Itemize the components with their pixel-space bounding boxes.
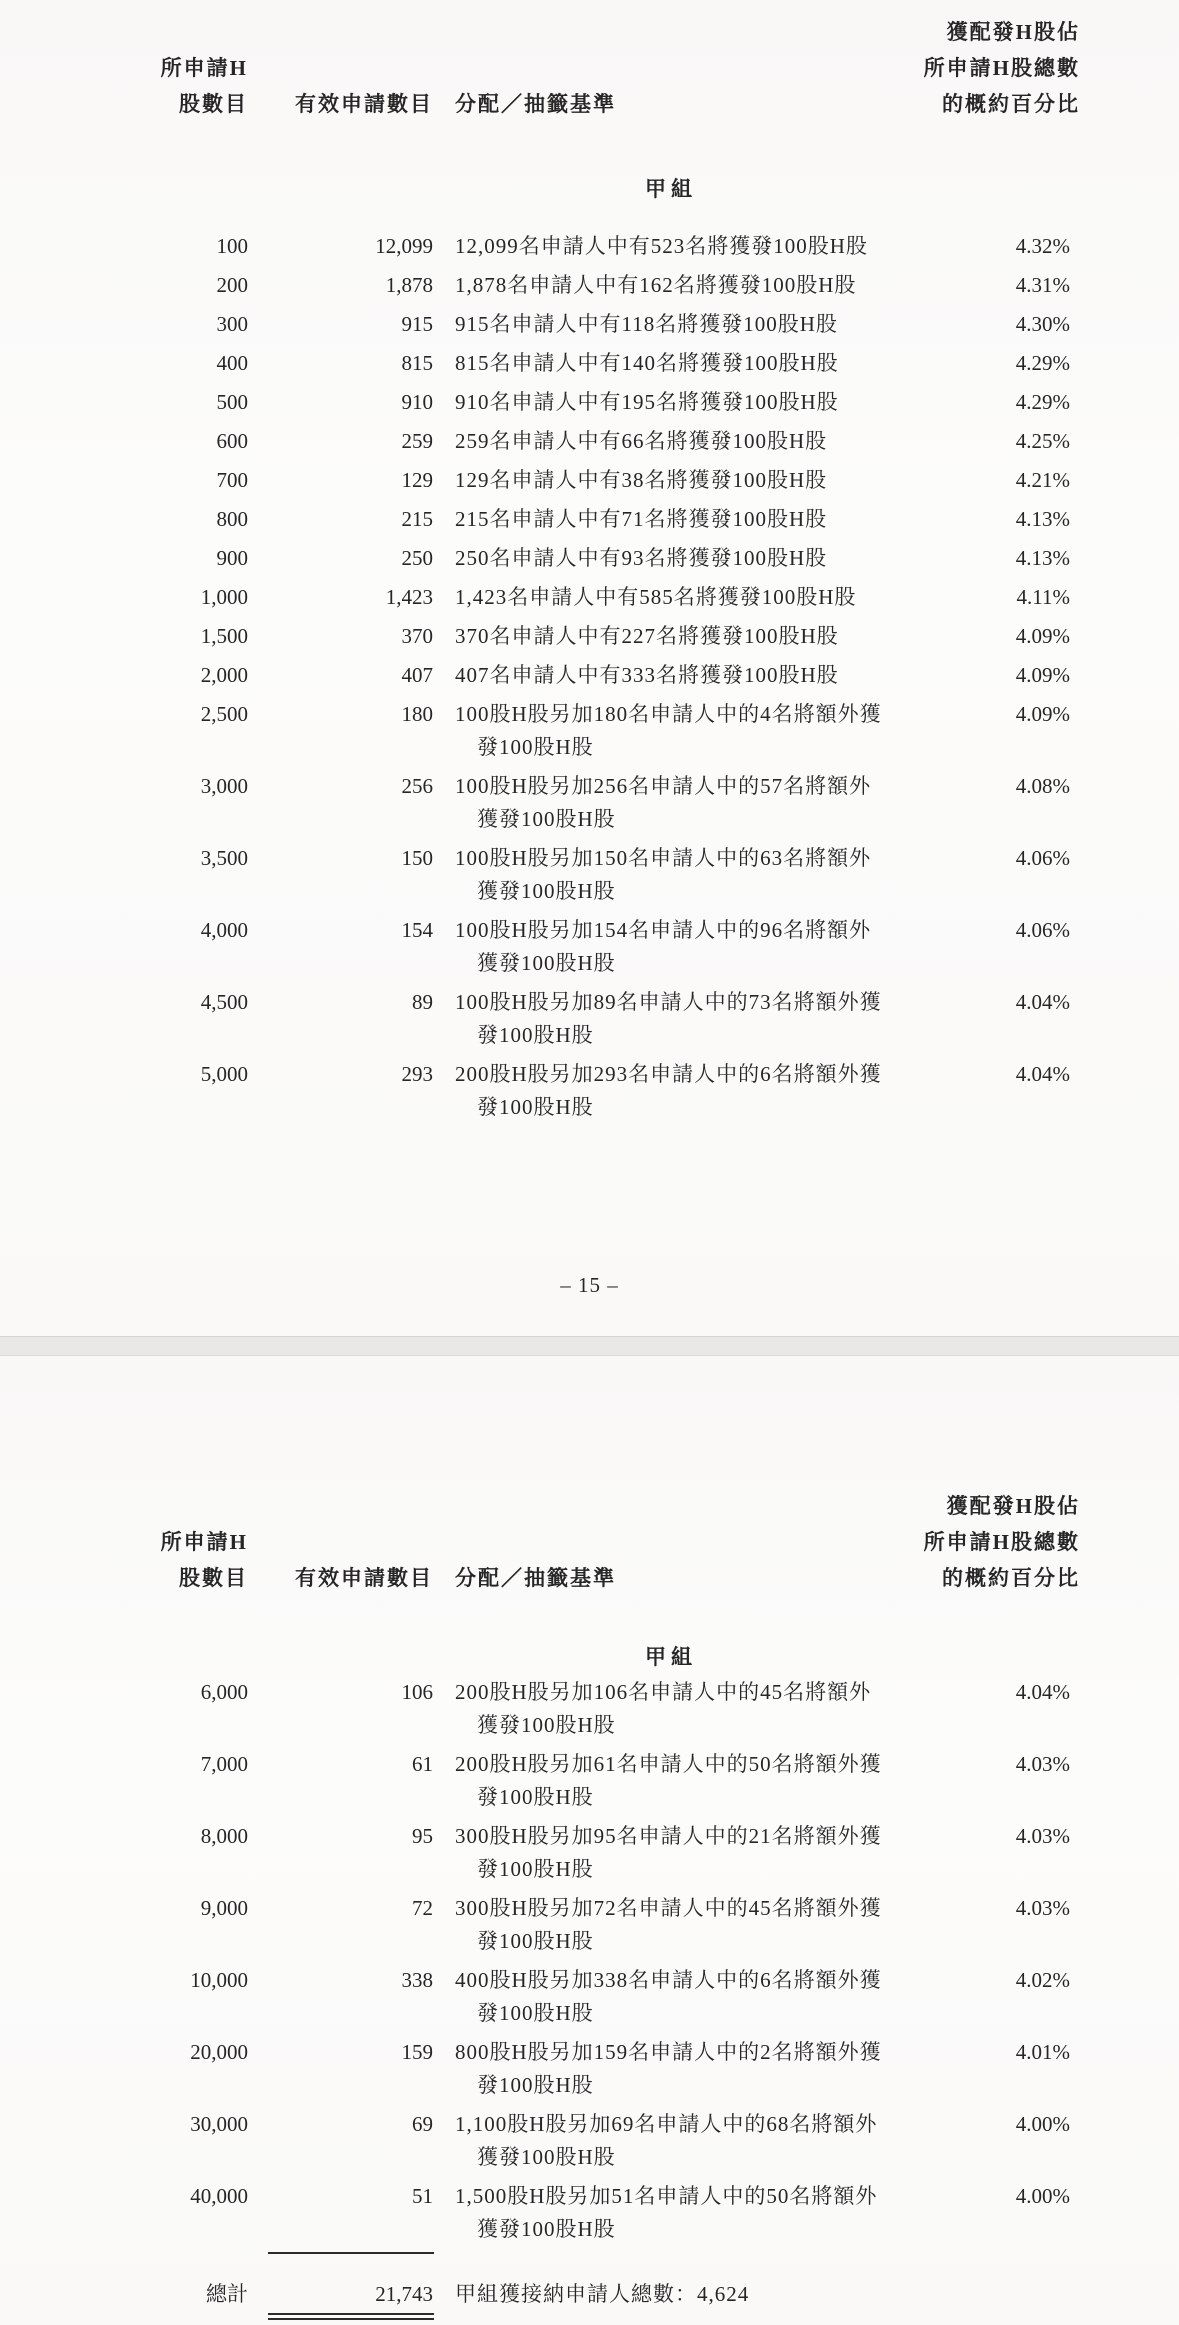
cell-valid-applications: 910 (401, 390, 433, 414)
header-col-shares (99, 1524, 248, 1596)
total-label: 總計 (206, 2282, 248, 2306)
allocation-basis-line: 300股H股另加72名申請人中的45名將額外獲 (455, 1896, 882, 1920)
cell-percentage: 4.29% (1015, 390, 1070, 414)
total-applications: 21,743 (375, 2282, 433, 2306)
cell-percentage: 4.03% (1015, 1896, 1070, 1920)
cell-allocation-basis (433, 1820, 899, 1886)
cell-percentage: 4.02% (1015, 1968, 1070, 1992)
allocation-basis-line: 129名申請人中有38名將獲發100股H股 (455, 468, 828, 492)
cell-valid-applications: 180 (401, 702, 433, 726)
table-row (99, 1748, 1080, 1814)
allocation-basis-line: 發100股H股 (477, 2073, 594, 2097)
cell-valid-applications: 1,423 (385, 585, 433, 609)
allocation-basis-line: 100股H股另加154名申請人中的96名將額外 (455, 918, 872, 942)
cell-allocation-basis (433, 842, 899, 908)
allocation-basis-line: 獲發100股H股 (477, 2145, 616, 2169)
cell-allocation-basis (433, 1058, 899, 1124)
cell-valid-applications: 250 (401, 546, 433, 570)
table-row (99, 1964, 1080, 2030)
header-col-shares-line1: 所申請H (160, 1530, 248, 1554)
allocation-basis-line: 370名申請人中有227名將獲發100股H股 (455, 624, 839, 648)
cell-percentage: 4.04% (1015, 1680, 1070, 1704)
table-row (99, 347, 1080, 380)
total-rule (268, 2252, 434, 2254)
cell-allocation-basis (433, 1676, 899, 1742)
cell-valid-applications: 129 (401, 468, 433, 492)
cell-valid-applications: 106 (401, 1680, 433, 1704)
cell-shares-applied: 8,000 (200, 1824, 248, 1848)
cell-allocation-basis (433, 986, 899, 1052)
allocation-basis-line: 發100股H股 (477, 1785, 594, 1809)
cell-valid-applications: 407 (401, 663, 433, 687)
cell-valid-applications: 915 (401, 312, 433, 336)
page-number: – 15 – (560, 1273, 619, 1297)
cell-shares-applied: 700 (216, 468, 248, 492)
cell-valid-applications: 51 (412, 2184, 433, 2208)
header-col-shares (99, 50, 248, 122)
cell-percentage: 4.32% (1015, 234, 1070, 258)
cell-shares-applied: 10,000 (190, 1968, 248, 1992)
allocation-basis-line: 100股H股另加256名申請人中的57名將額外 (455, 774, 872, 798)
header-col-percentage-line1: 獲配發H股佔 (946, 1494, 1080, 1518)
cell-percentage: 4.04% (1015, 1062, 1070, 1086)
cell-valid-applications: 1,878 (385, 273, 433, 297)
table-row (99, 308, 1080, 341)
cell-percentage: 4.03% (1015, 1824, 1070, 1848)
table-row (99, 542, 1080, 575)
cell-valid-applications: 154 (401, 918, 433, 942)
allocation-basis-line: 800股H股另加159名申請人中的2名將額外獲 (455, 2040, 882, 2064)
page-separator (0, 1337, 1179, 1356)
cell-valid-applications: 815 (401, 351, 433, 375)
allocation-basis-line: 獲發100股H股 (477, 807, 616, 831)
allocation-basis-line: 獲發100股H股 (477, 951, 616, 975)
cell-valid-applications: 12,099 (375, 234, 433, 258)
allocation-basis-line: 200股H股另加61名申請人中的50名將額外獲 (455, 1752, 882, 1776)
cell-percentage: 4.03% (1015, 1752, 1070, 1776)
table-row (99, 914, 1080, 980)
cell-shares-applied: 500 (216, 390, 248, 414)
cell-shares-applied: 900 (216, 546, 248, 570)
cell-shares-applied: 3,000 (200, 774, 248, 798)
total-note: 甲組獲接納申請人總數：4,624 (455, 2282, 750, 2306)
cell-allocation-basis (433, 464, 899, 497)
cell-percentage: 4.00% (1015, 2184, 1070, 2208)
table-row (99, 1820, 1080, 1886)
total-double-rule (268, 2313, 434, 2320)
cell-percentage: 4.01% (1015, 2040, 1070, 2064)
cell-shares-applied: 400 (216, 351, 248, 375)
cell-allocation-basis (433, 386, 899, 419)
header-col-percentage-line3: 的概約百分比 (942, 1566, 1080, 1590)
table-row (99, 842, 1080, 908)
header-col-basis: 分配／抽籤基準 (455, 92, 616, 116)
allocation-basis-line: 400股H股另加338名申請人中的6名將額外獲 (455, 1968, 882, 1992)
cell-percentage: 4.08% (1015, 774, 1070, 798)
table-row (99, 770, 1080, 836)
cell-shares-applied: 800 (216, 507, 248, 531)
table-row (99, 269, 1080, 302)
cell-shares-applied: 600 (216, 429, 248, 453)
cell-shares-applied: 3,500 (200, 846, 248, 870)
cell-allocation-basis (433, 698, 899, 764)
cell-percentage: 4.21% (1015, 468, 1070, 492)
table-row (99, 986, 1080, 1052)
cell-shares-applied: 40,000 (190, 2184, 248, 2208)
cell-allocation-basis (433, 347, 899, 380)
allocation-basis-line: 1,878名申請人中有162名將獲發100股H股 (455, 273, 857, 297)
allocation-basis-line: 815名申請人中有140名將獲發100股H股 (455, 351, 839, 375)
cell-percentage: 4.13% (1015, 507, 1070, 531)
cell-allocation-basis (433, 620, 899, 653)
header-col-applications: 有效申請數目 (295, 92, 433, 116)
cell-valid-applications: 69 (412, 2112, 433, 2136)
cell-allocation-basis (433, 1964, 899, 2030)
table-row (99, 425, 1080, 458)
allocation-basis-line: 215名申請人中有71名將獲發100股H股 (455, 507, 828, 531)
allocation-basis-line: 1,500股H股另加51名申請人中的50名將額外 (455, 2184, 878, 2208)
cell-allocation-basis (433, 425, 899, 458)
allocation-basis-line: 獲發100股H股 (477, 879, 616, 903)
cell-allocation-basis (433, 770, 899, 836)
table-row (99, 1676, 1080, 1742)
cell-allocation-basis (433, 542, 899, 575)
allocation-basis-line: 12,099名申請人中有523名將獲發100股H股 (455, 234, 868, 258)
header-col-percentage-line3: 的概約百分比 (942, 92, 1080, 116)
allocation-basis-line: 100股H股另加180名申請人中的4名將額外獲 (455, 702, 882, 726)
cell-shares-applied: 7,000 (200, 1752, 248, 1776)
cell-shares-applied: 1,000 (200, 585, 248, 609)
allocation-basis-line: 100股H股另加150名申請人中的63名將額外 (455, 846, 872, 870)
cell-shares-applied: 100 (216, 234, 248, 258)
cell-shares-applied: 5,000 (200, 1062, 248, 1086)
table-row (99, 464, 1080, 497)
total-row (99, 2278, 1080, 2311)
cell-allocation-basis (433, 503, 899, 536)
table-row (99, 581, 1080, 614)
cell-allocation-basis (433, 2180, 899, 2246)
cell-percentage: 4.09% (1015, 624, 1070, 648)
cell-percentage: 4.00% (1015, 2112, 1070, 2136)
header-col-percentage-line2: 所申請H股總數 (923, 56, 1080, 80)
cell-allocation-basis (433, 308, 899, 341)
header-col-basis: 分配／抽籤基準 (455, 1566, 616, 1590)
table-row (99, 230, 1080, 263)
cell-shares-applied: 9,000 (200, 1896, 248, 1920)
allocation-basis-line: 259名申請人中有66名將獲發100股H股 (455, 429, 828, 453)
cell-valid-applications: 150 (401, 846, 433, 870)
cell-percentage: 4.13% (1015, 546, 1070, 570)
cell-shares-applied: 300 (216, 312, 248, 336)
cell-percentage: 4.25% (1015, 429, 1070, 453)
cell-percentage: 4.31% (1015, 273, 1070, 297)
cell-allocation-basis (433, 1748, 899, 1814)
table-row (99, 386, 1080, 419)
cell-allocation-basis (433, 230, 899, 263)
cell-shares-applied: 6,000 (200, 1680, 248, 1704)
allocation-basis-line: 獲發100股H股 (477, 2217, 616, 2241)
header-col-applications: 有效申請數目 (295, 1566, 433, 1590)
table-header (99, 1356, 1080, 1596)
cell-shares-applied: 2,000 (200, 663, 248, 687)
header-col-shares-line2: 股數目 (179, 1566, 248, 1590)
document-page-2 (0, 1356, 1179, 2325)
header-col-percentage (899, 1488, 1080, 1596)
allocation-basis-line: 300股H股另加95名申請人中的21名將額外獲 (455, 1824, 882, 1848)
allocation-basis-line: 1,423名申請人中有585名將獲發100股H股 (455, 585, 857, 609)
cell-percentage: 4.29% (1015, 351, 1070, 375)
cell-valid-applications: 72 (412, 1896, 433, 1920)
cell-percentage: 4.09% (1015, 702, 1070, 726)
cell-allocation-basis (433, 581, 899, 614)
cell-shares-applied: 1,500 (200, 624, 248, 648)
cell-shares-applied: 4,000 (200, 918, 248, 942)
table-row (99, 620, 1080, 653)
group-label: 甲組 (645, 1645, 697, 1669)
table-row (99, 2108, 1080, 2174)
allocation-basis-line: 發100股H股 (477, 1095, 594, 1119)
header-col-shares-line1: 所申請H (160, 56, 248, 80)
allotment-table-page2 (99, 1676, 1080, 2246)
allocation-basis-line: 407名申請人中有333名將獲發100股H股 (455, 663, 839, 687)
cell-valid-applications: 338 (401, 1968, 433, 1992)
cell-allocation-basis (433, 659, 899, 692)
table-row (99, 503, 1080, 536)
cell-valid-applications: 215 (401, 507, 433, 531)
group-label: 甲組 (645, 177, 697, 201)
cell-valid-applications: 89 (412, 990, 433, 1014)
cell-shares-applied: 4,500 (200, 990, 248, 1014)
cell-valid-applications: 256 (401, 774, 433, 798)
cell-shares-applied: 30,000 (190, 2112, 248, 2136)
cell-percentage: 4.04% (1015, 990, 1070, 1014)
allocation-basis-line: 獲發100股H股 (477, 1713, 616, 1737)
allocation-basis-line: 915名申請人中有118名將獲發100股H股 (455, 312, 838, 336)
table-row (99, 1058, 1080, 1124)
cell-allocation-basis (433, 2036, 899, 2102)
cell-shares-applied: 200 (216, 273, 248, 297)
allocation-basis-line: 發100股H股 (477, 735, 594, 759)
cell-percentage: 4.09% (1015, 663, 1070, 687)
allocation-basis-line: 1,100股H股另加69名申請人中的68名將額外 (455, 2112, 878, 2136)
allotment-table-page1 (99, 230, 1080, 1124)
cell-valid-applications: 370 (401, 624, 433, 648)
cell-percentage: 4.06% (1015, 846, 1070, 870)
cell-percentage: 4.30% (1015, 312, 1070, 336)
table-row (99, 659, 1080, 692)
table-row (99, 2180, 1080, 2246)
allocation-basis-line: 250名申請人中有93名將獲發100股H股 (455, 546, 828, 570)
cell-valid-applications: 259 (401, 429, 433, 453)
table-row (99, 2036, 1080, 2102)
cell-valid-applications: 95 (412, 1824, 433, 1848)
header-col-percentage-line1: 獲配發H股佔 (946, 20, 1080, 44)
allocation-basis-line: 發100股H股 (477, 1929, 594, 1953)
allocation-basis-line: 200股H股另加106名申請人中的45名將額外 (455, 1680, 872, 1704)
header-col-shares-line2: 股數目 (179, 92, 248, 116)
header-col-percentage-line2: 所申請H股總數 (923, 1530, 1080, 1554)
allocation-basis-line: 發100股H股 (477, 1023, 594, 1047)
allocation-basis-line: 200股H股另加293名申請人中的6名將額外獲 (455, 1062, 882, 1086)
allocation-basis-line: 100股H股另加89名申請人中的73名將額外獲 (455, 990, 882, 1014)
table-row (99, 698, 1080, 764)
cell-percentage: 4.11% (1016, 585, 1070, 609)
cell-valid-applications: 159 (401, 2040, 433, 2064)
cell-shares-applied: 2,500 (200, 702, 248, 726)
cell-allocation-basis (433, 914, 899, 980)
cell-valid-applications: 293 (401, 1062, 433, 1086)
allocation-basis-line: 發100股H股 (477, 1857, 594, 1881)
cell-percentage: 4.06% (1015, 918, 1070, 942)
table-header (99, 0, 1080, 122)
cell-allocation-basis (433, 2108, 899, 2174)
cell-valid-applications: 61 (412, 1752, 433, 1776)
cell-allocation-basis (433, 1892, 899, 1958)
allocation-basis-line: 發100股H股 (477, 2001, 594, 2025)
cell-allocation-basis (433, 269, 899, 302)
table-row (99, 1892, 1080, 1958)
allocation-basis-line: 910名申請人中有195名將獲發100股H股 (455, 390, 839, 414)
header-col-percentage (899, 14, 1080, 122)
cell-shares-applied: 20,000 (190, 2040, 248, 2064)
